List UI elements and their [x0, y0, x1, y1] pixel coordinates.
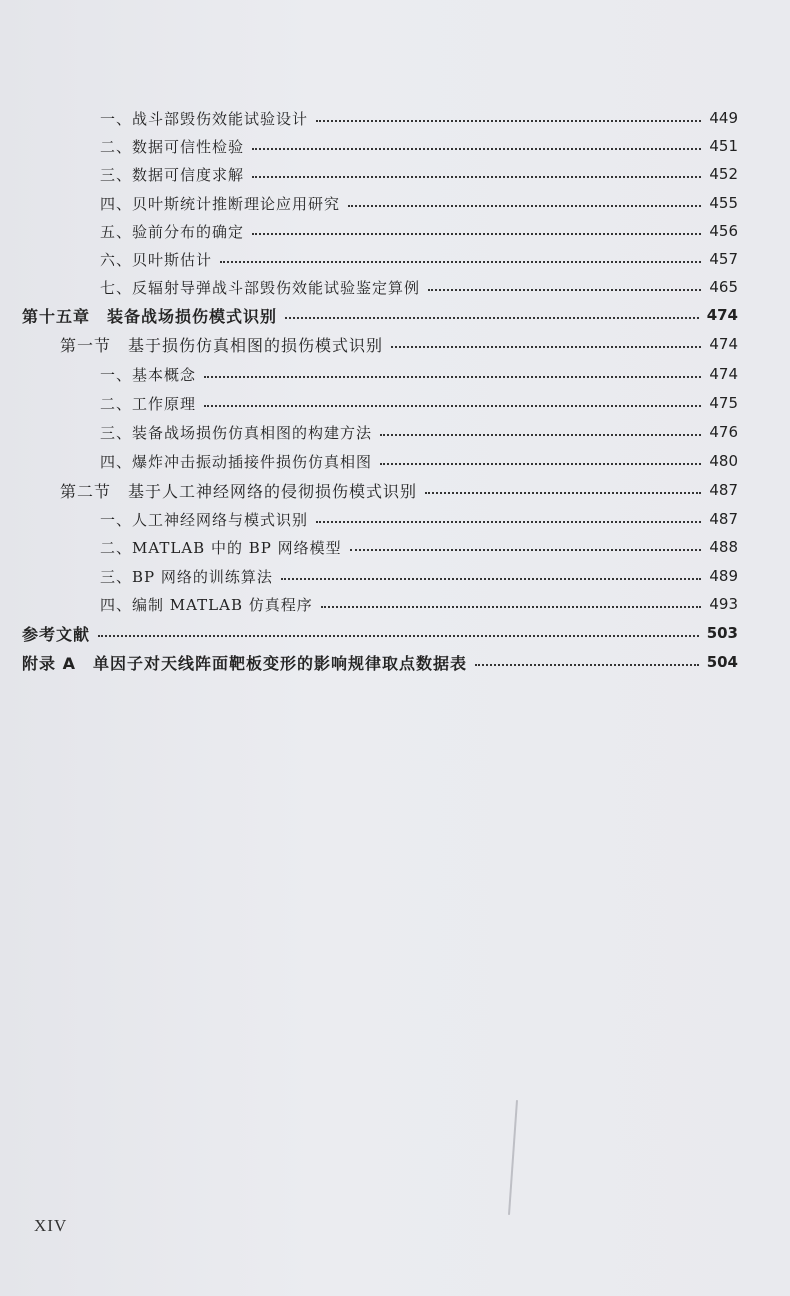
toc-entry-title: 四、编制 MATLAB 仿真程序 [100, 595, 313, 614]
toc-entry[interactable] [100, 189, 738, 217]
toc-entry-page: 457 [709, 250, 738, 268]
toc-references[interactable] [22, 619, 738, 647]
leader-dots [204, 403, 701, 407]
leader-dots [321, 604, 702, 608]
leader-dots [252, 146, 701, 150]
toc-entry-title: 第十五章 装备战场损伤模式识别 [22, 306, 278, 326]
leader-dots [380, 432, 701, 436]
toc-entry-title: 七、反辐射导弹战斗部毁伤效能试验鉴定算例 [100, 278, 421, 297]
toc-entry[interactable] [100, 104, 738, 132]
toc-entry-page: 487 [709, 510, 738, 528]
leader-dots [252, 174, 701, 178]
toc-entry-title: 六、贝叶斯估计 [100, 250, 213, 269]
leader-dots [281, 576, 701, 580]
leader-dots [316, 519, 701, 523]
toc-entry-title: 第二节 基于人工神经网络的侵彻损伤模式识别 [60, 481, 418, 501]
leader-dots [285, 315, 699, 319]
leader-dots [350, 547, 702, 551]
toc-entry-page: 480 [709, 452, 738, 470]
toc-entry-title: 二、数据可信性检验 [100, 137, 245, 156]
toc-entry-page: 455 [709, 194, 738, 212]
toc-entry-title: 附录 A 单因子对天线阵面靶板变形的影响规律取点数据表 [22, 653, 467, 673]
paper-crease [508, 1100, 518, 1215]
toc-entry-title: 二、工作原理 [100, 394, 197, 413]
toc-entry[interactable] [100, 533, 738, 561]
leader-dots [391, 344, 701, 348]
toc-entry-page: 449 [709, 109, 738, 127]
toc-entry[interactable] [100, 273, 738, 301]
toc-entry-page: 503 [706, 624, 738, 642]
toc-entry-page: 465 [709, 278, 738, 296]
toc-entry-title: 参考文献 [22, 624, 91, 644]
toc-entry-page: 451 [709, 137, 738, 155]
toc-entry-page: 476 [709, 423, 738, 441]
toc-entry-title: 三、BP 网络的训练算法 [100, 567, 273, 586]
toc-section[interactable] [60, 476, 738, 504]
toc-entry[interactable] [100, 160, 738, 188]
toc-entry-title: 五、验前分布的确定 [100, 222, 245, 241]
page-number-footer: XIV [34, 1216, 68, 1235]
toc-entry-page: 452 [709, 165, 738, 183]
toc-entry-page: 489 [709, 567, 738, 585]
leader-dots [428, 287, 701, 291]
toc-entry-page: 474 [706, 306, 738, 324]
leader-dots [425, 490, 701, 494]
toc-entry-title: 第一节 基于损伤仿真相图的损伤模式识别 [60, 335, 384, 355]
toc-entry-page: 493 [709, 595, 738, 613]
toc-entry-title: 一、人工神经网络与模式识别 [100, 510, 309, 529]
leader-dots [475, 662, 699, 666]
toc-entry[interactable] [100, 245, 738, 273]
toc-entry[interactable] [100, 447, 738, 475]
toc-entry-page: 487 [709, 481, 738, 499]
toc-entry-page: 474 [709, 365, 738, 383]
toc-entry[interactable] [100, 132, 738, 160]
toc-entry-title: 四、爆炸冲击振动插接件损伤仿真相图 [100, 452, 373, 471]
leader-dots [220, 259, 701, 263]
toc-entry[interactable] [100, 562, 738, 590]
leader-dots [98, 633, 699, 637]
toc-entry-title: 二、MATLAB 中的 BP 网络模型 [100, 538, 342, 557]
toc-entry-title: 四、贝叶斯统计推断理论应用研究 [100, 194, 341, 213]
toc-entry[interactable] [100, 590, 738, 618]
toc-entry[interactable] [100, 360, 738, 388]
toc-entry[interactable] [100, 505, 738, 533]
toc-entry[interactable] [100, 389, 738, 417]
toc-entry[interactable] [100, 418, 738, 446]
toc-entry-page: 475 [709, 394, 738, 412]
toc-entry[interactable] [100, 217, 738, 245]
toc-entry-title: 三、数据可信度求解 [100, 165, 245, 184]
toc-entry-page: 474 [709, 335, 738, 353]
toc-entry-title: 一、战斗部毁伤效能试验设计 [100, 109, 309, 128]
leader-dots [348, 203, 701, 207]
leader-dots [380, 461, 701, 465]
leader-dots [316, 118, 701, 122]
toc-chapter[interactable] [22, 301, 738, 329]
toc-appendix[interactable] [22, 648, 738, 676]
toc-entry-page: 504 [706, 653, 738, 671]
toc-section[interactable] [60, 330, 738, 358]
leader-dots [204, 374, 701, 378]
leader-dots [252, 231, 701, 235]
toc-entry-page: 488 [709, 538, 738, 556]
toc-entry-page: 456 [709, 222, 738, 240]
toc-entry-title: 一、基本概念 [100, 365, 197, 384]
toc-entry-title: 三、装备战场损伤仿真相图的构建方法 [100, 423, 373, 442]
